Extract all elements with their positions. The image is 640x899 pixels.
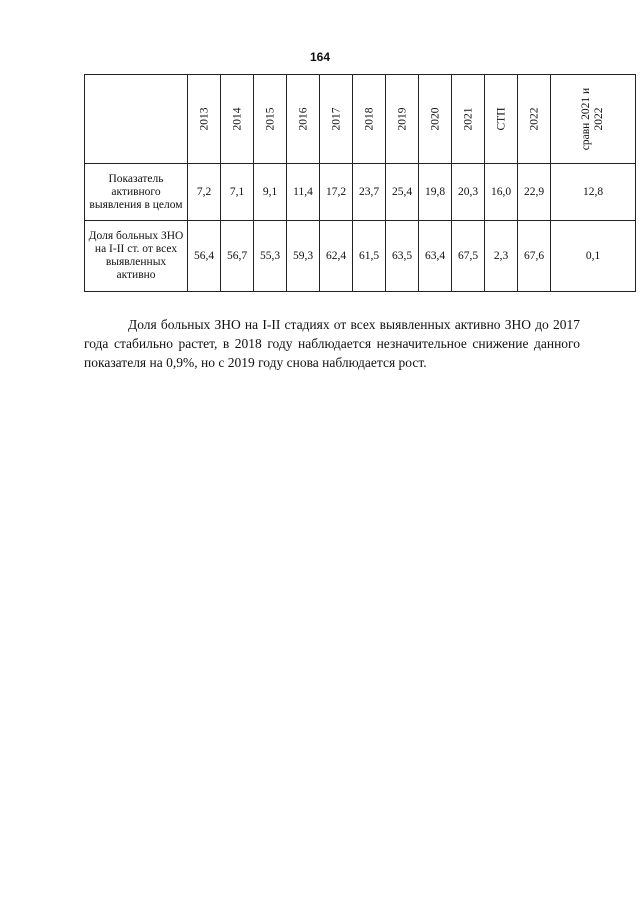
- table-cell: 67,5: [452, 221, 485, 292]
- table-cell: 0,1: [551, 221, 636, 292]
- row-header: Показатель активного выявления в целом: [85, 164, 188, 221]
- column-header: 2014: [221, 75, 254, 164]
- column-header: 2015: [254, 75, 287, 164]
- column-header: 2013: [188, 75, 221, 164]
- table-cell: 7,1: [221, 164, 254, 221]
- table-cell: 12,8: [551, 164, 636, 221]
- page-number: 164: [309, 50, 331, 64]
- table-cell: 20,3: [452, 164, 485, 221]
- table-row: [85, 221, 636, 292]
- column-header: СТП: [485, 75, 518, 164]
- table-cell: 2,3: [485, 221, 518, 292]
- table-cell: 63,5: [386, 221, 419, 292]
- column-header: 2021: [452, 75, 485, 164]
- table-header-row: [85, 75, 636, 164]
- table-cell: 56,7: [221, 221, 254, 292]
- column-header: 2018: [353, 75, 386, 164]
- column-header: сравн 2021 и 2022: [551, 75, 636, 164]
- column-header: 2020: [419, 75, 452, 164]
- table-cell: 7,2: [188, 164, 221, 221]
- table-cell: 9,1: [254, 164, 287, 221]
- statistics-table: [84, 74, 636, 292]
- table-cell: 55,3: [254, 221, 287, 292]
- table-cell: 19,8: [419, 164, 452, 221]
- table-row: [85, 164, 636, 221]
- table-cell: 62,4: [320, 221, 353, 292]
- table-cell: 25,4: [386, 164, 419, 221]
- column-header: 2019: [386, 75, 419, 164]
- table-cell: 56,4: [188, 221, 221, 292]
- column-header: 2022: [518, 75, 551, 164]
- table-cell: 11,4: [287, 164, 320, 221]
- column-header: 2016: [287, 75, 320, 164]
- table-cell: 61,5: [353, 221, 386, 292]
- table-cell: 16,0: [485, 164, 518, 221]
- table-corner-cell: [85, 75, 188, 164]
- column-header: 2017: [320, 75, 353, 164]
- body-paragraph: Доля больных ЗНО на I-II стадиях от всех выявленных активно ЗНО до 2017 года стабильно растет, в 2018 году наблюдается незначительное снижение данного показателя на 0,9%, но с 2019 году снова наблюдается рост.: [84, 317, 580, 370]
- table-cell: 67,6: [518, 221, 551, 292]
- table-cell: 63,4: [419, 221, 452, 292]
- table-cell: 23,7: [353, 164, 386, 221]
- table-cell: 22,9: [518, 164, 551, 221]
- table-cell: 17,2: [320, 164, 353, 221]
- table-cell: 59,3: [287, 221, 320, 292]
- row-header: Доля больных ЗНО на I-II ст. от всех выявленных активно: [85, 221, 188, 292]
